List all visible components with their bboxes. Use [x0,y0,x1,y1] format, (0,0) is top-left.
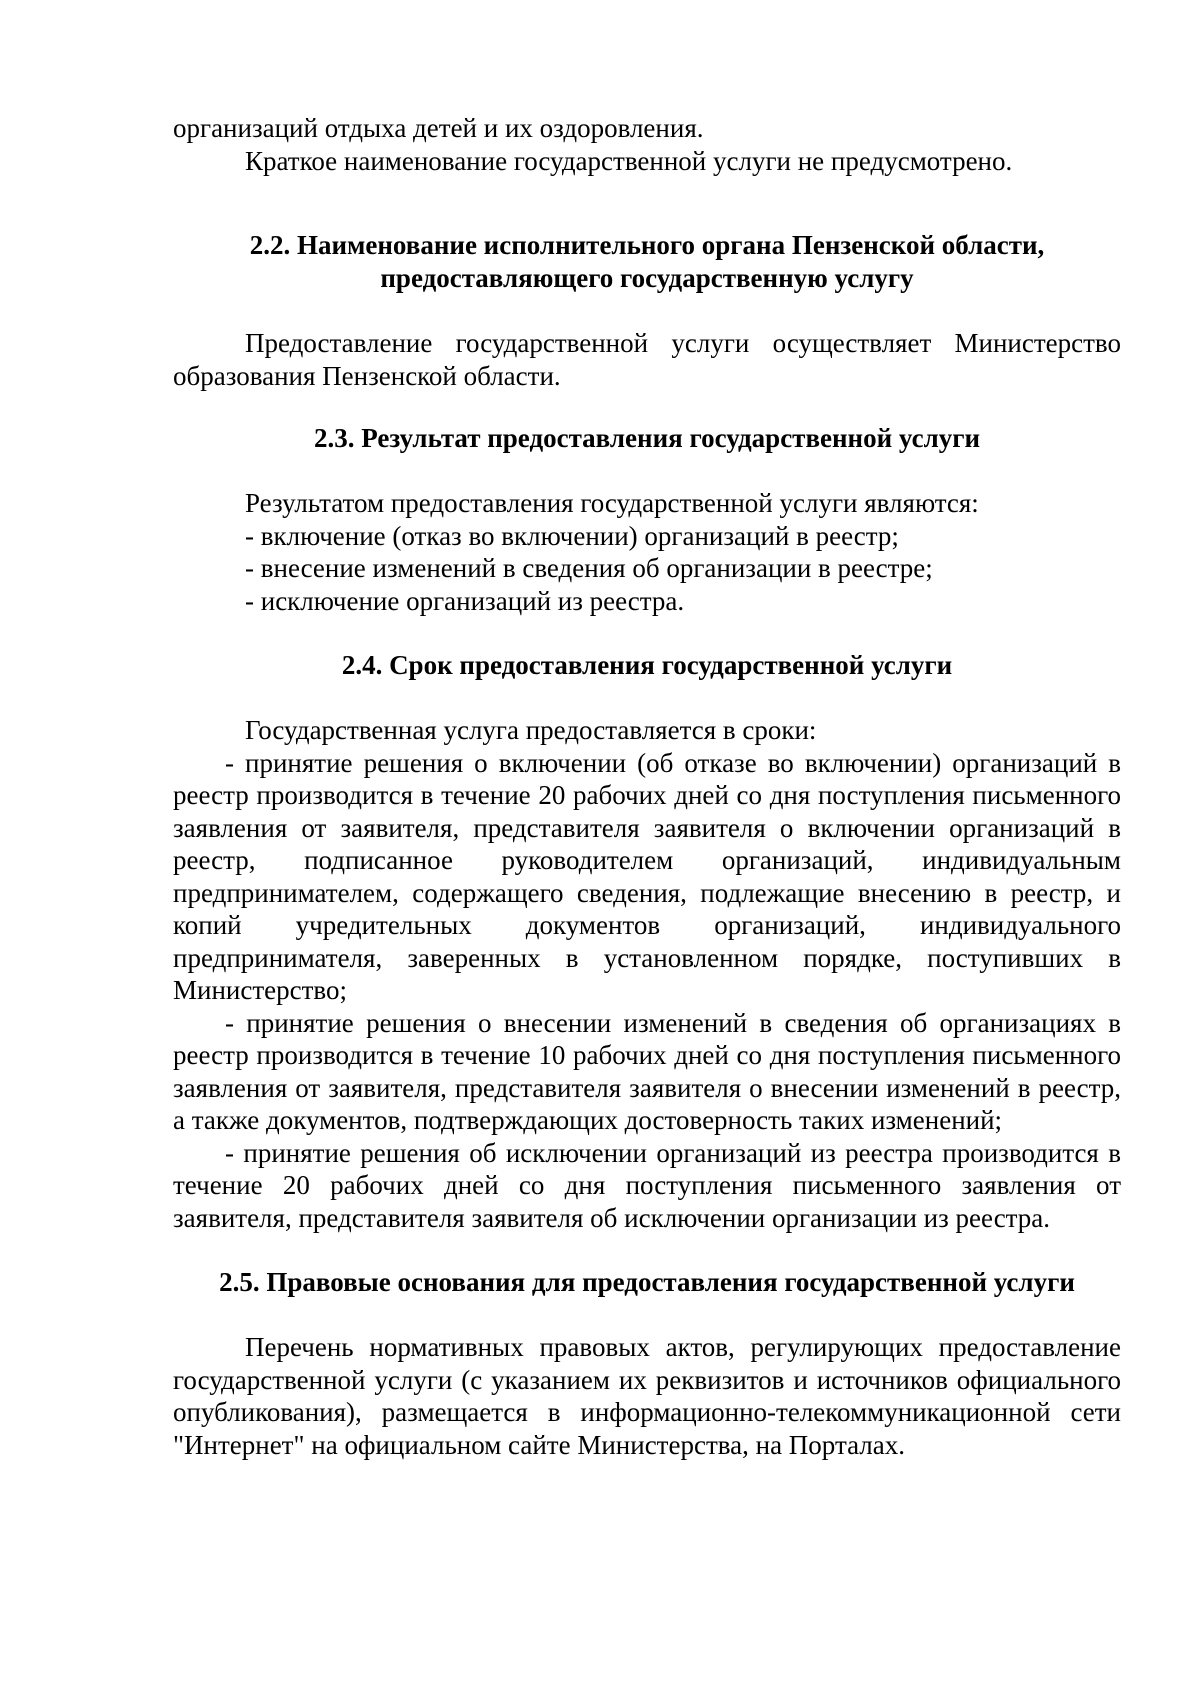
section-2-3-item-1: - включение (отказ во включении) организаций в реестр; [245,520,899,551]
section-2-3-item-2: - внесение изменений в сведения об организации в реестре; [245,553,933,583]
section-2-2-heading-line1: 2.2. Наименование исполнительного органа Пензенской области, [249,230,1045,260]
document-page [173,112,1121,1461]
section-2-3-item-3: - исключение организаций из реестра. [245,585,685,616]
intro-continuation: организаций отдыха детей и их оздоровления. [173,113,704,143]
section-2-5-heading: 2.5. Правовые основания для предоставления государственной услуги [219,1267,1075,1297]
section-2-3-lead: Результатом предоставления государственной услуги являются: [245,488,979,518]
section-2-5-text: Перечень нормативных правовых актов, регулирующих предоставление государственной услуги (с указанием их реквизитов и источников официального опубликования), размещается в информационно-телекоммуникационной сети "Интернет" на официальном сайте Министерства, на Порталах. [173,1332,1121,1460]
section-2-4-item-3: - принятие решения об исключении организаций из реестра производится в течение 20 рабочих дней со дня поступления письменного заявления от заявителя, представителя заявителя об исключении организации из реестра. [173,1137,1121,1233]
section-2-4-heading: 2.4. Срок предоставления государственной услуги [341,650,953,680]
section-2-2-heading-line2: предоставляющего государственную услугу [380,263,914,293]
section-2-2-heading [173,229,1121,295]
section-2-3-heading: 2.3. Результат предоставления государственной услуги [313,423,981,453]
intro-short-name-note: Краткое наименование государственной услуги не предусмотрено. [245,145,1013,176]
section-2-4-item-1: - принятие решения о включении (об отказе во включении) организаций в реестр производится в течение 20 рабочих дней со дня поступления письменного заявления от заявителя, представителя заявителя о включении организаций в реестр, подписанное руководителем организаций, индивидуальным предпринимателем, содержащего сведения, подлежащие внесению в реестр, и копий учредительных документов организаций, индивидуального предпринимателя, заверенных в установленном порядке, поступивших в Министерство; [173,747,1121,1005]
section-2-4-lead: Государственная услуга предоставляется в сроки: [245,715,817,745]
section-2-4-item-2: - принятие решения о внесении изменений в сведения об организациях в реестр производится в течение 10 рабочих дней со дня поступления письменного заявления от заявителя, представителя заявителя о внесении изменений в реестр, а также документов, подтверждающих достоверность таких изменений; [173,1007,1121,1135]
section-2-2-text: Предоставление государственной услуги осуществляет Министерство образования Пензенской области. [173,328,1121,391]
